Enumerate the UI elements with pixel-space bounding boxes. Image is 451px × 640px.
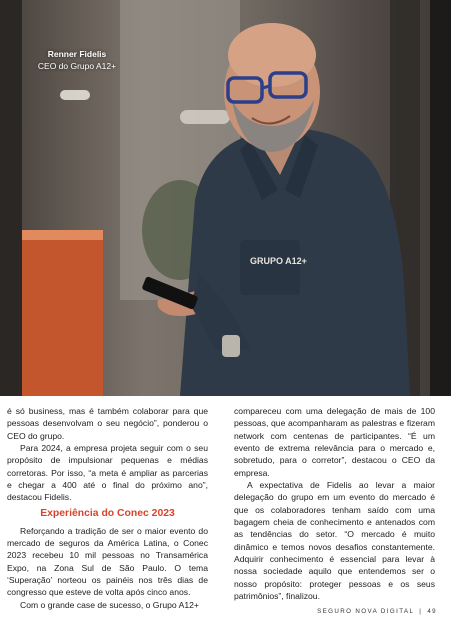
article-right-column — [234, 405, 435, 603]
paragraph: Com o grande case de sucesso, o Grupo A12+ — [20, 599, 199, 610]
page-footer — [317, 608, 437, 615]
section-subheading: Experiência do Conec 2023 — [40, 507, 175, 519]
paragraph: A expectativa de Fidelis ao levar a maior delegação do grupo em um evento do mercado é que os colaboradores tenham saído com uma bagagem cheia de conhecimento e antenados com as tendências do setor. “O mercado é muito dinâmico e temos novos desafios constantemente. Adquirir conhecimento é essencial para levar à nossa sociedade aquilo que entendemos ser o nosso propósito: proteger pessoas e os seus patrimônios”, finalizou. — [234, 480, 435, 602]
wristwatch — [222, 335, 240, 357]
page-number: 49 — [427, 608, 437, 615]
paragraph: Reforçando a tradição de ser o maior evento do mercado de seguros da América Latina, o Conec 2023 recebeu 10 mil pessoas no Transamérica Expo, na Zona Sul de São Paulo. O tema ‘Superação’ norteou os painéis nos três dias de congresso que esteve de volta após cinco anos. — [7, 525, 208, 598]
orange-counter — [18, 230, 103, 396]
footer-separator: | — [419, 608, 423, 615]
paragraph: é só business, mas é também colaborar para que pessoas desenvolvam o seu negócio”, ponderou o CEO do grupo. — [7, 406, 208, 441]
paragraph: Para 2024, a empresa projeta seguir com o seu propósito de impulsionar pequenas e médias corretoras. Por isso, “a meta é ampliar as parcerias e chegar a 400 até o final do próximo ano”, destacou Fidelis. — [7, 443, 208, 503]
caption-role: CEO do Grupo A12+ — [37, 61, 117, 71]
article-left-column — [7, 405, 208, 611]
caption-name: Renner Fidelis — [47, 49, 107, 59]
photo-caption — [14, 48, 140, 72]
paragraph: compareceu com uma delegação de mais de 100 pessoas, que acompanharam as palestras e fizeram network com centenas de participantes. “É um evento de extrema relevância para o mercado e, sobretudo, para o corretor”, destacou o CEO da empresa. — [234, 406, 435, 478]
shirt-logo: GRUPO A12+ — [250, 256, 307, 266]
magazine-name: SEGURO NOVA DIGITAL — [317, 608, 415, 615]
